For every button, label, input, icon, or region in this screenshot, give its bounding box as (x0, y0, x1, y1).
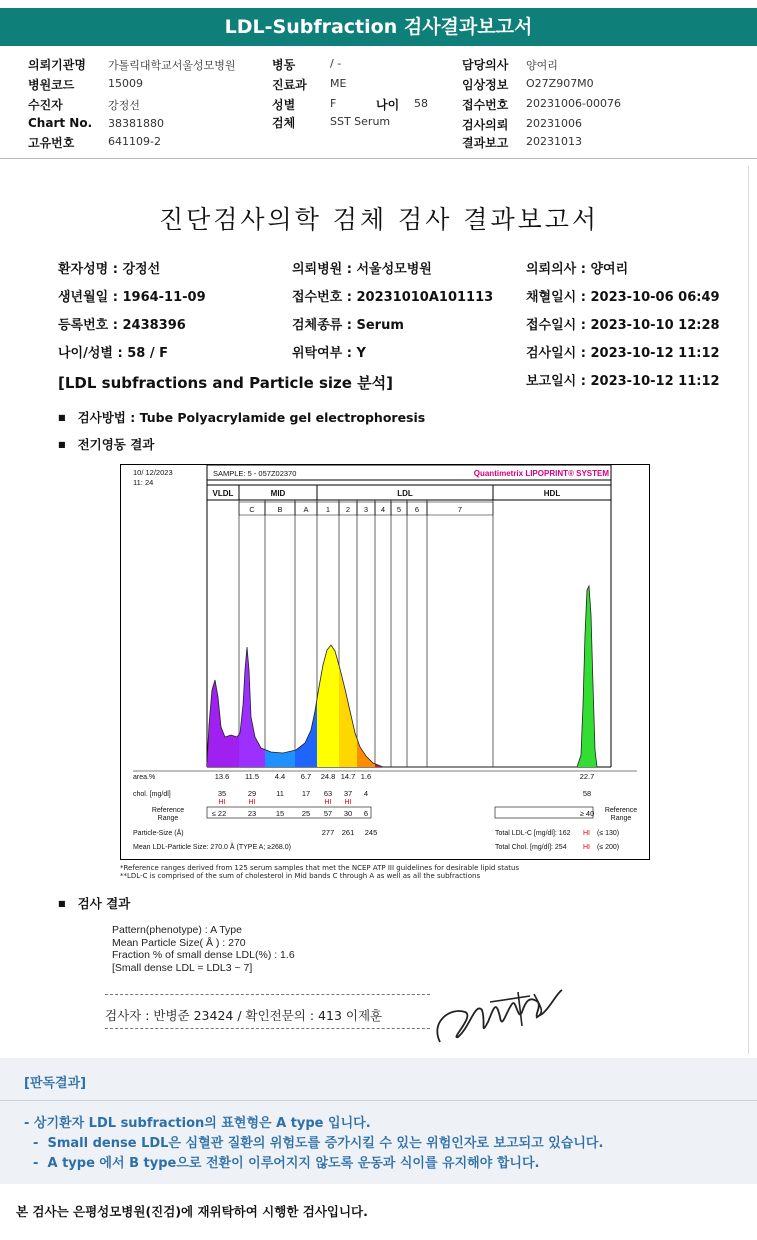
band-label: B (277, 505, 283, 514)
patient-info: 나이/성별 : 58 / F (58, 346, 169, 361)
interpretation-line: - Small dense LDL은 심혈관 질환의 위험도를 증가시킬 수 있는 위험인자로 보고되고 있습니다. (24, 1136, 604, 1151)
divider (0, 1100, 757, 1101)
band-label: A (303, 505, 309, 514)
band-label: 5 (396, 505, 402, 514)
area-value: 22.7 (579, 772, 595, 781)
header-value: F (330, 97, 337, 110)
band-label: 3 (363, 505, 369, 514)
hi-flag: HI (324, 799, 332, 806)
reference-notes (120, 864, 519, 880)
header-value: ME (330, 77, 347, 90)
row-label: chol. [mg/dl] (133, 791, 171, 798)
chol-value: 29 (247, 789, 257, 798)
reference-value: 30 (343, 809, 353, 818)
row-label: area.% (133, 774, 156, 781)
area-value: 4.4 (274, 772, 286, 781)
reference-value: ≥ 40 (579, 809, 595, 818)
header-label: Chart No. (28, 116, 93, 130)
patient-info: 의뢰의사 : 양여리 (526, 262, 629, 277)
chart-time: 11: 24 (133, 478, 154, 487)
header-value: SST Serum (330, 115, 391, 128)
header-value: 38381880 (108, 117, 164, 130)
reference-value: 57 (323, 809, 333, 818)
area-value: 6.7 (300, 772, 312, 781)
result-line: Fraction % of small dense LDL(%) : 1.6 (112, 949, 295, 961)
header-value: 가톨릭대학교서울성모병원 (108, 59, 236, 72)
hi-flag: HI (248, 799, 256, 806)
patient-info: 보고일시 : 2023-10-12 11:12 (526, 374, 720, 389)
densitogram-line (207, 586, 597, 767)
note-line: *Reference ranges derived from 125 serum samples that met the NCEP ATP III guidelines for desirable lipid status (120, 864, 520, 872)
reference-value: 6 (363, 809, 369, 818)
chol-value: 35 (217, 789, 227, 798)
patient-info: 등록번호 : 2438396 (58, 318, 186, 333)
interpretation-title: [판독결과] (24, 1076, 87, 1091)
particle-size-value: 245 (364, 828, 378, 837)
hi-flag: HI (344, 799, 352, 806)
ref-box (495, 807, 593, 818)
area-value: 24.8 (320, 772, 336, 781)
header-value: 20231006 (526, 117, 582, 130)
patient-info: 접수번호 : 20231010A101113 (292, 290, 494, 305)
lipoprint-chart (120, 464, 650, 860)
header-label: 결과보고 (462, 136, 509, 150)
chol-value: 11 (276, 789, 284, 798)
header-label: 나이 (376, 98, 400, 112)
signature-rule (105, 994, 430, 995)
result-block (112, 924, 295, 974)
band-area (265, 750, 295, 767)
chol-value: 4 (363, 789, 369, 798)
patient-info: 접수일시 : 2023-10-10 12:28 (526, 318, 720, 333)
patient-info: 채혈일시 : 2023-10-06 06:49 (526, 290, 720, 305)
group-label: HDL (543, 489, 561, 498)
result-heading: ■ 검사 결과 (58, 894, 130, 912)
lipoprint-svg (121, 465, 649, 859)
header-value: 15009 (108, 77, 143, 90)
sample-label: SAMPLE: 5 - 057Z02370 (213, 469, 297, 478)
row-label: Range (610, 815, 632, 822)
electro-heading: ■ 전기영동 결과 (58, 435, 154, 453)
header-label: 고유번호 (28, 136, 75, 150)
signature (430, 982, 570, 1052)
band-label: 2 (345, 505, 351, 514)
reference-value: 25 (301, 809, 311, 818)
total-ldl: Total LDL-C [mg/dl]: 162 (495, 830, 571, 837)
hi-flag: HI (583, 844, 590, 851)
header-value: 20231013 (526, 135, 582, 148)
group-label: VLDL (212, 489, 234, 498)
band-area (577, 586, 597, 767)
header-label: 접수번호 (462, 98, 509, 112)
patient-info: 위탁여부 : Y (292, 346, 366, 361)
divider (0, 158, 757, 159)
method-line: ■ 검사방법 : Tube Polyacrylamide gel electrophoresis (58, 408, 425, 426)
chol-value: 17 (301, 789, 311, 798)
bottom-note: 본 검사는 은평성모병원(진검)에 재위탁하여 시행한 검사입니다. (16, 1204, 368, 1219)
header-value: / - (330, 57, 342, 70)
row-label: Range (157, 815, 179, 822)
band-label: 1 (325, 505, 331, 514)
header-label: 의뢰기관명 (28, 58, 86, 72)
section-title: [LDL subfractions and Particle size 분석] (58, 374, 394, 392)
header-value: O27Z907M0 (526, 77, 594, 90)
area-value: 11.5 (244, 772, 260, 781)
group-label: LDL (397, 489, 413, 498)
band-label: 6 (414, 505, 420, 514)
header-label: 성별 (272, 98, 296, 112)
patient-info: 검사일시 : 2023-10-12 11:12 (526, 346, 720, 361)
paper-title: 진단검사의학 검체 검사 결과보고서 (158, 205, 600, 234)
particle-size-value: 261 (341, 828, 355, 837)
hi-flag: HI (218, 799, 226, 806)
particle-size-value: 277 (321, 828, 335, 837)
scanned-report (10, 166, 749, 1054)
header-label: 진료과 (272, 78, 307, 92)
header-label: 수진자 (28, 98, 63, 112)
area-value: 13.6 (214, 772, 230, 781)
interpretation-line: - A type 에서 B type으로 전환이 이루어지지 않도록 운동과 식이를 유지해야 합니다. (24, 1156, 540, 1171)
band-label: C (249, 505, 255, 514)
result-line: Pattern(phenotype) : A Type (112, 924, 242, 936)
total-ldl-ref: (≤ 130) (597, 830, 620, 837)
report-header (0, 50, 757, 156)
total-chol: Total Chol. [mg/dl]: 254 (495, 844, 567, 851)
row-label: Reference (604, 807, 638, 814)
header-label: 병원코드 (28, 78, 75, 92)
note-line: **LDL-C is comprised of the sum of cholesterol in Mid bands C through A as well as all the subfractions (120, 872, 481, 880)
chol-value: 63 (323, 789, 333, 798)
patient-info: 생년월일 : 1964-11-09 (58, 290, 206, 305)
group-label: MID (270, 489, 286, 498)
reference-value: ≤ 22 (211, 809, 227, 818)
hi-flag: HI (583, 830, 590, 837)
reference-value: 15 (275, 809, 285, 818)
signer-line: 검사자 : 반병준 23424 / 확인전문의 : 413 이제훈 (105, 1008, 383, 1023)
result-line: Mean Particle Size( Å ) : 270 (112, 936, 246, 949)
header-label: 검체 (272, 116, 296, 130)
interpretation-panel (0, 1058, 757, 1184)
header-value: 양여리 (526, 59, 558, 72)
total-chol-ref: (≤ 200) (597, 844, 620, 851)
band-label: 4 (380, 505, 386, 514)
patient-info: 환자성명 : 강정선 (58, 262, 161, 277)
chol-value: 37 (343, 789, 353, 798)
header-label: 담당의사 (462, 58, 509, 72)
area-value: 1.6 (360, 772, 372, 781)
patient-info: 의뢰병원 : 서울성모병원 (292, 262, 432, 277)
header-label: 검사의뢰 (462, 118, 509, 132)
header-label: 임상정보 (462, 78, 509, 92)
header-value: 58 (414, 97, 428, 110)
header-label: 병동 (272, 58, 296, 72)
mean-size-line: Mean LDL-Particle Size: 270.0 Å (TYPE A; ≥268.0) (133, 844, 291, 851)
result-line: [Small dense LDL = LDL3 ~ 7] (112, 961, 253, 974)
patient-info: 검체종류 : Serum (292, 318, 404, 333)
band-area (295, 699, 317, 767)
band-area (317, 645, 339, 767)
signature-rule (105, 1028, 430, 1029)
header-value: 20231006-00076 (526, 97, 621, 110)
reference-value: 23 (247, 809, 257, 818)
chol-value: 58 (582, 789, 592, 798)
report-title-bar (0, 8, 757, 46)
interpretation-line: - 상기환자 LDL subfraction의 표현형은 A type 입니다. (24, 1116, 371, 1131)
row-label: Particle-Size (Å) (133, 830, 184, 837)
row-label: Reference (151, 807, 185, 814)
band-label: 7 (457, 505, 463, 514)
band-area (339, 665, 357, 767)
chart-date: 10/ 12/2023 (133, 468, 173, 477)
header-value: 강정선 (108, 99, 140, 112)
report-title: LDL-Subfraction 검사결과보고서 (224, 16, 533, 38)
header-value: 641109-2 (108, 135, 161, 148)
area-value: 14.7 (340, 772, 356, 781)
brand-label: Quantimetrix LIPOPRINT® SYSTEM (473, 469, 609, 478)
